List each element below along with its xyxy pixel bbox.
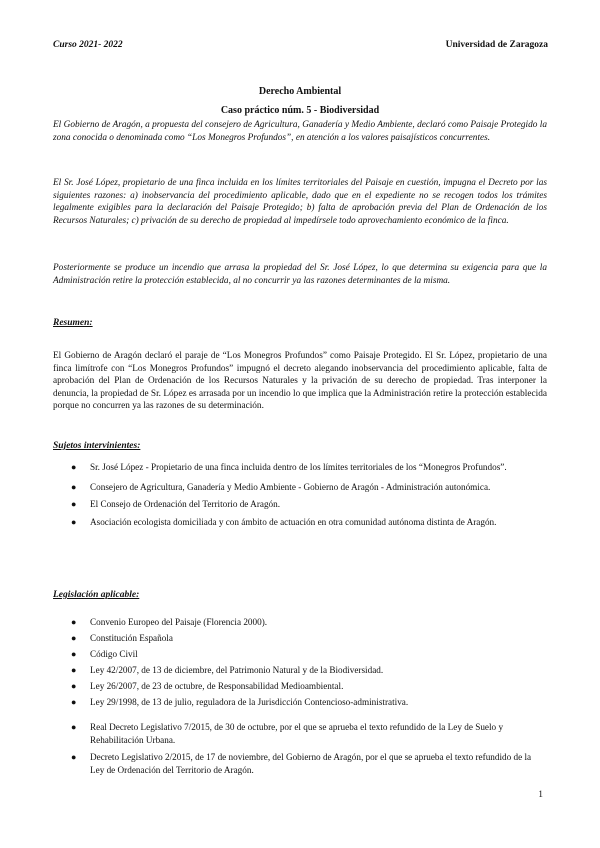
- bullet-icon: ●: [71, 633, 77, 643]
- bullet-icon: ●: [71, 649, 77, 659]
- sujetos-heading: Sujetos intervinientes:: [53, 441, 141, 451]
- bullet-icon: ●: [71, 697, 77, 707]
- legislacion-list-b: [53, 721, 547, 776]
- case-paragraph-1: El Gobierno de Aragón, a propuesta del consejero de Agricultura, Ganadería y Medio Ambiente, declaró como Paisaje Protegido la zona conocida o denominada como “Los Monegros Profundos”, en atención a los valores paisajísticos concurrentes.: [53, 120, 547, 143]
- list-item: ● Consejero de Agricultura, Ganadería y Medio Ambiente - Gobierno de Aragón - Administración autonómica.: [71, 481, 491, 492]
- list-item: ● Real Decreto Legislativo 7/2015, de 30 de octubre, por el que se aprueba el texto refundido de la Ley de Suelo y Rehabilitación Urbana.: [71, 722, 504, 745]
- case-paragraph-3: Posteriormente se produce un incendio que arrasa la propiedad del Sr. José López, lo que determina su exigencia para que la Administración retire la protección establecida, al no concurrir ya las razones determinantes de la misma.: [53, 263, 547, 286]
- sujetos-list: [53, 461, 547, 528]
- course-label: Curso 2021- 2022: [53, 40, 123, 50]
- bullet-icon: ●: [71, 499, 77, 509]
- list-item: ● Ley 29/1998, de 13 de julio, reguladora de la Jurisdicción Contencioso-administrativa.: [71, 697, 409, 707]
- list-item: ● El Consejo de Ordenación del Territorio de Aragón.: [71, 499, 281, 509]
- university-label: Universidad de Zaragoza: [445, 40, 548, 50]
- bullet-icon: ●: [71, 516, 77, 527]
- resumen-heading: Resumen:: [53, 318, 93, 328]
- list-item: ● Código Civil: [71, 649, 138, 659]
- bullet-icon: ●: [71, 617, 77, 627]
- bullet-icon: ●: [71, 722, 77, 732]
- legislacion-heading: Legislación aplicable:: [53, 590, 140, 600]
- list-item: ● Sr. José López - Propietario de una finca incluida dentro de los límites territoriales de los “Monegros Profundos”.: [71, 462, 507, 472]
- case-paragraph-2: El Sr. José López, propietario de una finca incluida en los límites territoriales del Paisaje en cuestión, impugna el Decreto por las siguientes razones: a) inobservancia del procedimiento aplicable, dado que en el expediente no se recogen todos los trámites legalmente exigibles para la declaración del Paisaje Protegido; b) falta de aprobación previa del Plan de Ordenación de los Recursos Naturales; c) privación de su derecho de propiedad al impedírsele todo aprovechamiento económico de la finca.: [53, 178, 547, 226]
- bullet-icon: ●: [71, 752, 77, 762]
- document-subtitle: Caso práctico núm. 5 - Biodiversidad: [220, 105, 380, 116]
- list-item: ● Asociación ecologista domiciliada y con ámbito de actuación en otra comunidad autónoma distinta de Aragón.: [71, 516, 497, 527]
- list-item: ● Ley 42/2007, de 13 de diciembre, del Patrimonio Natural y de la Biodiversidad.: [71, 665, 384, 675]
- bullet-icon: ●: [71, 462, 77, 472]
- resumen-text: El Gobierno de Aragón declaró el paraje de “Los Monegros Profundos” como Paisaje Protegido. El Sr. López, propietario de una finca limítrofe con “Los Monegros Profundos” impugnó el decreto alegando inobservancia del procedimiento aplicable, falta de aprobación del Plan de Ordenación de los Recursos Naturales y la privación de su derecho de propiedad. Tras interponer la denuncia, la propiedad de Sr. López es arrasada por un incendio lo que implica que la Administración retire la protección establecida porque no concurren ya las razones de su determinación.: [53, 351, 547, 411]
- list-item: ● Constitución Española: [71, 633, 173, 643]
- list-item: ● Decreto Legislativo 2/2015, de 17 de noviembre, del Gobierno de Aragón, por el que se aprueba el texto refundido de la Ley de Ordenación del Territorio de Aragón.: [71, 752, 532, 775]
- legislacion-list-a: [53, 616, 547, 709]
- bullet-icon: ●: [71, 481, 77, 492]
- bullet-icon: ●: [71, 681, 77, 691]
- list-item: ● Ley 26/2007, de 23 de octubre, de Responsabilidad Medioambiental.: [71, 681, 344, 691]
- document-title: Derecho Ambiental: [258, 86, 342, 97]
- bullet-icon: ●: [71, 665, 77, 675]
- list-item: ● Convenio Europeo del Paisaje (Florencia 2000).: [71, 617, 268, 627]
- page-number: 1: [538, 790, 543, 800]
